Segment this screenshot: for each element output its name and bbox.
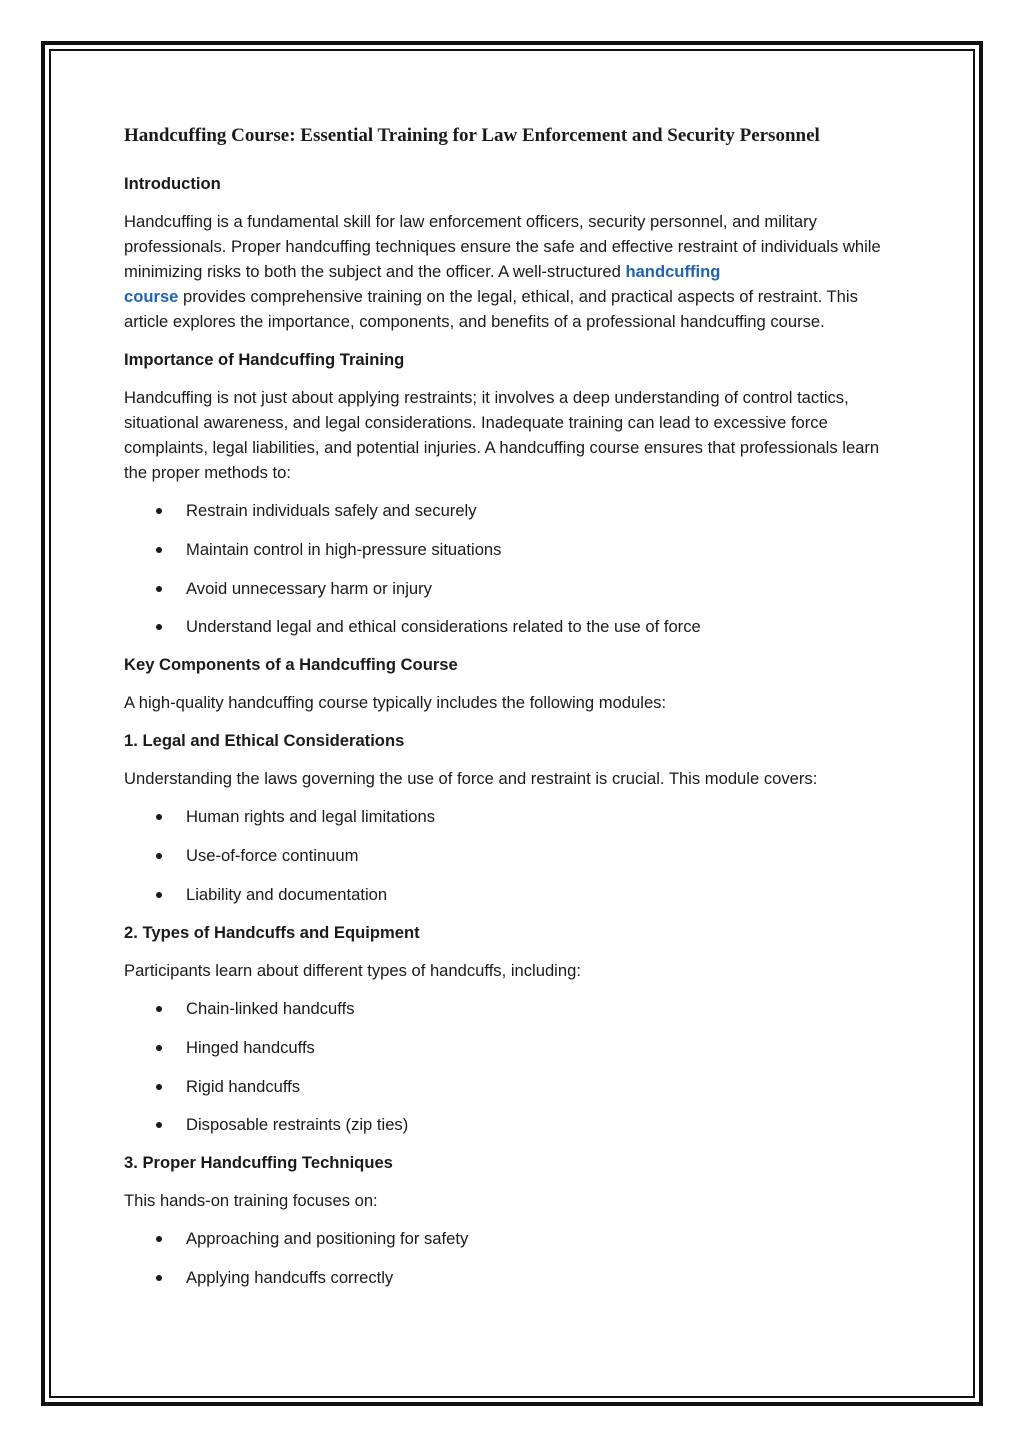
list-item-text: Rigid handcuffs <box>186 1076 301 1096</box>
heading-key-components: Key Components of a Handcuffing Course <box>124 655 458 675</box>
bullet-icon <box>156 892 162 898</box>
list-item-text: Hinged handcuffs <box>186 1037 315 1057</box>
bullet-icon <box>156 1275 162 1281</box>
list-item <box>124 1035 896 1060</box>
handcuffing-course-link-part1[interactable]: handcuffing <box>625 262 721 281</box>
bullet-icon <box>156 1236 162 1242</box>
bullet-list-types <box>124 996 896 1137</box>
paragraph-legal-ethical: Understanding the laws governing the use of force and restraint is crucial. This module covers: <box>124 769 818 789</box>
list-item-text: Maintain control in high-pressure situations <box>186 539 502 559</box>
heading-importance: Importance of Handcuffing Training <box>124 350 405 369</box>
heading-introduction: Introduction <box>124 174 221 193</box>
list-item-text: Approaching and positioning for safety <box>186 1229 469 1249</box>
bullet-icon <box>156 853 162 859</box>
heading-handcuffing-techniques: 3. Proper Handcuffing Techniques <box>124 1153 393 1173</box>
bullet-list-techniques <box>124 1226 896 1290</box>
intro-text-before: Handcuffing is a fundamental skill for law enforcement officers, security personnel, and military professionals. Proper handcuffing techniques ensure the safe and effective restraint of individuals while minimizing risks to both the subject and the officer. A well-structured <box>124 212 881 281</box>
list-item <box>124 614 896 639</box>
bullet-icon <box>156 586 162 592</box>
paragraph-key-components: A high-quality handcuffing course typically includes the following modules: <box>124 693 667 713</box>
list-item <box>124 1112 896 1137</box>
intro-text-after: provides comprehensive training on the legal, ethical, and practical aspects of restraint. This article explores the importance, components, and benefits of a professional handcuffing course. <box>124 287 858 331</box>
bullet-icon <box>156 624 162 630</box>
list-item-text: Chain-linked handcuffs <box>186 998 355 1018</box>
bullet-icon <box>156 547 162 553</box>
list-item-text: Liability and documentation <box>186 884 388 904</box>
document-title: Handcuffing Course: Essential Training for Law Enforcement and Security Personnel <box>124 125 820 146</box>
list-item <box>124 804 896 829</box>
list-item-text: Disposable restraints (zip ties) <box>186 1115 409 1135</box>
list-item <box>124 1226 896 1251</box>
heading-legal-ethical: 1. Legal and Ethical Considerations <box>124 731 405 751</box>
handcuffing-course-link-part2[interactable]: course <box>124 287 179 306</box>
bullet-icon <box>156 508 162 514</box>
list-item <box>124 996 896 1021</box>
list-item-text: Human rights and legal limitations <box>186 807 436 827</box>
bullet-icon <box>156 1045 162 1051</box>
document-body <box>124 118 896 1303</box>
bullet-list-importance <box>124 498 896 639</box>
bullet-icon <box>156 1122 162 1128</box>
list-item <box>124 576 896 601</box>
list-item <box>124 843 896 868</box>
bullet-list-legal <box>124 804 896 907</box>
list-item <box>124 498 896 523</box>
heading-types-of-handcuffs: 2. Types of Handcuffs and Equipment <box>124 922 420 942</box>
paragraph-types-of-handcuffs: Participants learn about different types of handcuffs, including: <box>124 960 581 980</box>
list-item <box>124 882 896 907</box>
list-item <box>124 537 896 562</box>
list-item-text: Restrain individuals safely and securely <box>186 501 477 520</box>
list-item-text: Applying handcuffs correctly <box>186 1268 394 1288</box>
bullet-icon <box>156 1084 162 1090</box>
bullet-icon <box>156 814 162 820</box>
paragraph-introduction <box>124 209 896 334</box>
paragraph-handcuffing-techniques: This hands-on training focuses on: <box>124 1191 378 1211</box>
list-item-text: Understand legal and ethical considerations related to the use of force <box>186 617 701 637</box>
bullet-icon <box>156 1006 162 1012</box>
paragraph-importance: Handcuffing is not just about applying restraints; it involves a deep understanding of control tactics, situational awareness, and legal considerations. Inadequate training can lead to excessive force complaints, legal liabilities, and potential injuries. A handcuffing course ensures that professionals learn the proper methods to: <box>124 388 880 482</box>
list-item <box>124 1265 896 1290</box>
list-item-text: Avoid unnecessary harm or injury <box>186 578 432 598</box>
list-item-text: Use-of-force continuum <box>186 846 359 866</box>
list-item <box>124 1074 896 1099</box>
